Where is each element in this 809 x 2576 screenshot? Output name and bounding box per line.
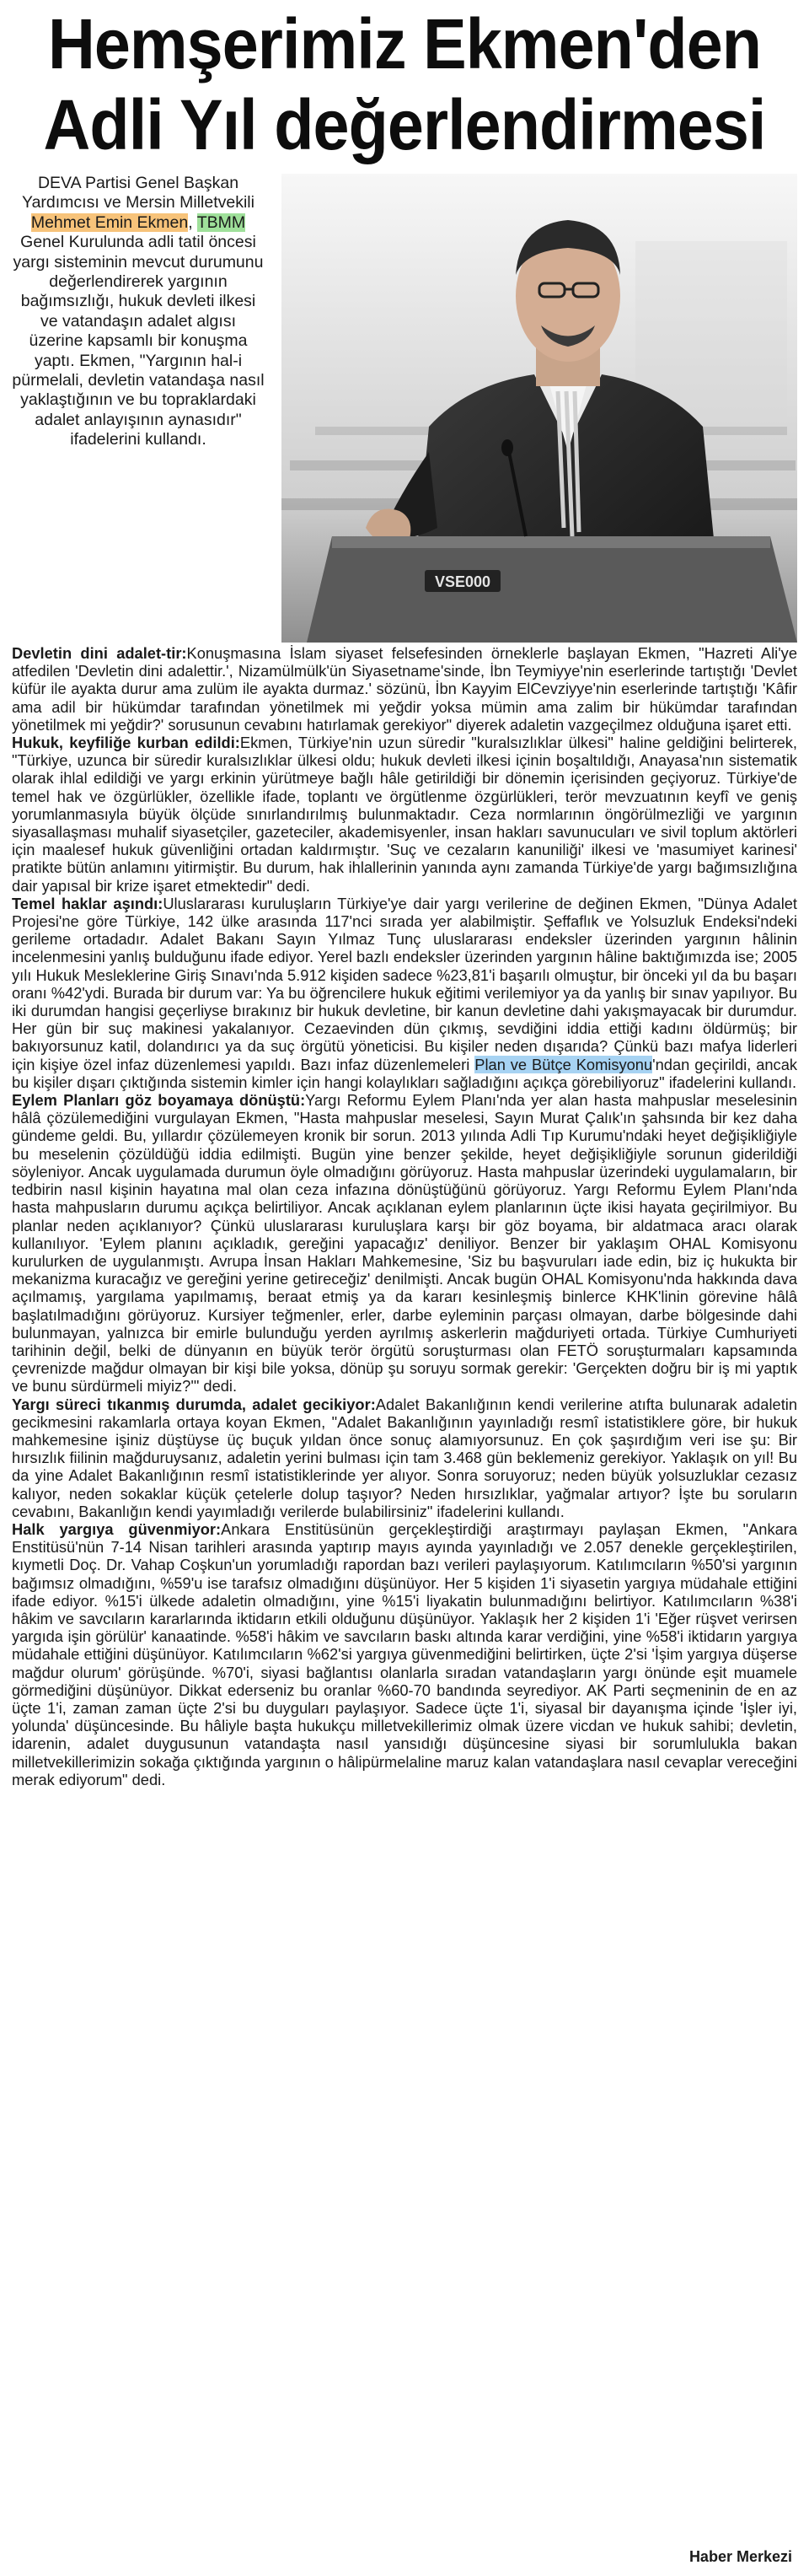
- subheading-temel-haklar: Temel haklar aşındı:: [12, 894, 163, 912]
- subheading-halk-yargiya: Halk yargıya güvenmiyor:: [12, 1519, 222, 1538]
- headline-line-1: Hemşerimiz Ekmen'den: [47, 4, 762, 83]
- subheading-yargi-sureci: Yargı süreci tıkanmış durumda, adalet gecikiyor:: [12, 1395, 376, 1413]
- section-text-temel-haklar-2: 'ndan geçirildi, ancak bu kişiler dışarı çıktığında sistemin kimler için hangi kolaylıkları sağladığını açıkça görebiliyoruz" ifadelerini kullandı.: [12, 1055, 797, 1091]
- section-yargi-sureci: [12, 1396, 797, 1520]
- section-text-yargi-sureci: Adalet Bakanlığının kendi verilerine atıfta bulunarak adaletin gecikmesini rakamlarla ortaya koyan Ekmen, "Adalet Bakanlığının yayınladığı resmî istatistiklere göre, bir hukuk mahkemesine işiniz düştüyse üç buçuk yıldan önce sonuç alamıyorsunuz. En çok şaşırdığım veri ise şu: Bir hırsızlık fiilinin mağduruysanız, adaletin yerini bulması için tam 3.468 gün beklemeniz gerekiyor. Yaklaşık on yıl! Bu da yine Adalet Bakanlığının resmî istatistiklerinde yer alıyor. Sonra soruyoruz; neden büyük yolsuzluklar cezasız kalıyor, neden sokaklar küçük çetelerle dolup taşıyor? Neden hırsızlıklar, yağmalar artıyor? İşte bu soruların cevabını, Bakanlığın kendi yayımladığı verilerde bulabilirsiniz" ifadelerini kullandı.: [12, 1395, 797, 1520]
- plan-butce-komisyonu-highlight: Plan ve Bütçe Komisyonu: [474, 1055, 653, 1073]
- section-text-temel-haklar-1: Uluslararası kuruluşların Türkiye'ye dair yargı verilerine de değinen Ekmen, "Dünya Adalet Projesi'ne göre Türkiye, 142 ülke arasında 117'nci sırada yer alabilmiştir. Şeffaflık ve Yolsuzluk Endeksi'ndeki gerileme ortadadır. Adalet Bakanı Sayın Yılmaz Tunç uluslararası endeksler üzerinden yargının hâlinin incelenmesini yanlış bulduğunu ifade ediyor. Yerel bazlı endeksler üzerinden yargının hâline baktığımızda ise; 2005 yılı Hukuk Mesleklerine Giriş Sınavı'nda 5.912 kişiden sadece %23,81'i başarılı olmuştur, bir önceki yıl da bu başarı oranı %42'ydi. Burada bir durum var: Ya bu öğrencilere hukuk eğitimi verilemiyor ya da yanlış bir sınav yapılıyor. Bu iki durumdan hangisi geçerliyse bırakınız bir hukuk devletine, bir kanun devletine dahi yakışmayacak bir durumdur. Her gün bir suç makinesi yakalanıyor. Cezaevinden dün çıkmış, sevdiğini iddia ettiği kadını öldürmüş; bir bakıyorsunuz katil, dolandırıcı ya da suç örgütü yöneticisi. Bu kişiler neden dışarıda? Çünkü bazı mafya liderleri için kişiye özel infaz düzenlemesi yapıldı. Bazı infaz düzenlemeleri: [12, 894, 797, 1073]
- lead-text-2: ,: [188, 212, 197, 232]
- lead-section: [12, 174, 797, 643]
- section-text-halk-yargiya: Ankara Enstitüsünün gerçekleştirdiği araştırmayı paylaşan Ekmen, "Ankara Enstitüsü'nün 7-14 Nisan tarihleri arasında yaptırıp mayıs ayında yayınladığı ve 2.057 denekle gerçekleştirilen, kıymetli Doç. Dr. Vahap Coşkun'un yorumladığı rapordan bazı verileri paylaşıyorum. Katılımcıların %50'si yargının bağımsız olmadığını, %59'u ise tarafsız olmadığını düşünüyor. Her 5 kişiden 1'i siyasetin yargıya müdahale ettiğini ifade ediyor. %15'i ülkede adaletin olmadığını, yine %15'i liyakatin bulunmadığını belirtiyor. Katılımcıların %38'i hâkim ve savcıların kararlarında iktidarın etkili olduğunu düşünüyor. Yaklaşık her 2 kişiden 1'i 'Eğer rüşvet verirsen yargıda işin görülür' kanaatinde. %58'i hâkim ve savcıların baskı altında karar verdiğini, yine %58'i iktidarın yargıya müdahale ettiğini düşünüyor. Katılımcıların %62'si yargıya güvenmediğini belirtirken, üçte 2'si 'İşim yargıya düşerse mağdur olurum' görüşünde. %70'i, siyasi bağlantısı olanlarla sıradan vatandaşların yargı önünde eşit muamele görmediğini düşünüyor. Dikkat ederseniz bu oranlar %60-70 bandında seyrediyor. AK Parti seçmeninin de en az üçte 1'i, zaman zaman üçte 2'si bu duyguları paylaşıyor. Sadece üçte 1'i, siyasal bir dayanışma içinde 'İşler iyi, yolunda' düşüncesinde. Bu hâliyle başta hukukçu milletvekillerimiz olmak üzere vicdan ve hukuk sahibi; devletin, idarenin, adalet duygusunun vatandaşta nasıl yansıdığı düşüncesine siyasi bir sorumlulukla bakan milletvekillerimizin sokağa çıktığında yargının o hâlipürmelaline maruz kalan vatandaşlara nasıl cevaplar vereceğini merak ediyorum" dedi.: [12, 1519, 798, 1788]
- section-devletin-dini: [12, 644, 797, 734]
- section-text-devletin-dini: Konuşmasına İslam siyaset felsefesinden örneklerle başlayan Ekmen, "Hazreti Ali'ye atfedilen 'Devletin dini adalettir.', Nizamülmülk'ün Siyasetname'sinde, İbn Teymiyye'nin eserlerinde tartıştığı 'Devlet küfür ile ayakta durur ama zulüm ile ayakta durmaz.' sözünü, İbn Kayyim ElCevziyye'nin eserlerinde tartıştığı 'Kâfir ama adil bir hükümdar tarafından yönetilmek mi yeğdir yoksa mümin ama zalim bir hükümdar tarafından yönetilmek mi yeğdir?' sorusunun cevabını hatırlamak gerekiyor" diyerek adaletin vazgeçilmez olduğuna işaret etti.: [12, 644, 797, 734]
- byline: Haber Merkezi: [688, 2548, 792, 2565]
- politician-at-podium-photo: [281, 174, 797, 643]
- lead-text-3: Genel Kurulunda adli tatil öncesi yargı sisteminin mevcut durumunu değerlendirerek yargının bağımsızlığı, hukuk devleti ilkesi ve vatandaşın adalet algısı üzerine kapsamlı bir konuşma yaptı. Ekmen, "Yargının hal-i pürmelali, devletin vatandaşa nasıl yaklaştığının ve bu topraklardaki adalet anlayışının aynasıdır" ifadelerini kullandı.: [12, 233, 265, 449]
- section-text-hukuk-keyfilik: Ekmen, Türkiye'nin uzun süredir "kuralsızlıklar ülkesi" haline geldiğini belirterek, "Türkiye, uzunca bir süredir kuralsızlıklar ülkesi oldu; hukuk devleti ilkesi içinin boşaltıldığı, Anayasa'nın sistematik olarak ihlal edildiği ve yargı erkinin yürütmeye bağlı hâle getirildiği bir dönemin içerisinden geçiyoruz. Türkiye'de temel hak ve özgürlükler, özellikle ifade, toplantı ve örgütlenme özgürlükleri, terör mevzuatının keyfî ve geniş yorumlanmasıyla büyük ölçüde sınırlandırılmış bulunmaktadır. Ceza normlarının öngörülmezliği ve yargının siyasallaşması muhalif siyasetçiler, gazeteciler, akademisyenler, insan hakları savunucuları ve sivil toplum aktörleri için maalesef hukuk güvenliğini ortadan kaldırmıştır. 'Suç ve cezaların kanuniliği' ilkesi ve 'masumiyet karinesi' pratikte bütün anlamını yitirmiştir. Bu durum, hak ihlallerinin yanında aynı zamanda Türkiye'de yargı bağımsızlığına dair yapısal bir krize işaret etmektedir" dedi.: [12, 734, 797, 895]
- politician-name-highlight: Mehmet Emin Ekmen: [30, 212, 189, 232]
- lead-text-1: DEVA Partisi Genel Başkan Yardımcısı ve Mersin Milletvekili: [22, 174, 254, 212]
- section-eylem-planlari: [12, 1091, 797, 1395]
- subheading-eylem-planlari: Eylem Planları göz boyamaya dönüştü:: [12, 1091, 306, 1110]
- section-temel-haklar: [12, 895, 797, 1091]
- subheading-devletin-dini: Devletin dini adalet-tir:: [12, 644, 187, 662]
- lead-paragraph: [12, 174, 265, 450]
- subheading-hukuk-keyfilik: Hukuk, keyfiliğe kurban edildi:: [12, 734, 240, 752]
- headline-line-2: Adli Yıl değerlendirmesi: [43, 85, 766, 164]
- podium-label: VSE000: [434, 573, 491, 590]
- section-halk-yargiya: [12, 1520, 797, 1788]
- article-body: [12, 644, 797, 1788]
- section-hukuk-keyfilik: [12, 734, 797, 895]
- section-text-eylem-planlari: Yargı Reformu Eylem Planı'nda yer alan hasta mahpuslar meselesinin hâlâ çözülemediğini vurgulayan Ekmen, "Hasta mahpuslar meselesi, Sayın Murat Çalık'ın şahsında bir kez daha gündeme geldi. Bu, yıllardır çözülemeyen kronik bir sorun. 2013 yılında Adli Tıp Kurumu'ndaki heyet değişikliğiyle bu meselenin çözüldüğü iddia edilmişti. Bugün yine benzer şekilde, heyet değişikliğiyle sorunun giderildiği söyleniyor. Ancak uygulamada durumun öyle olmadığını görüyoruz. Hasta mahpuslar üzerindeki uygulamaların, bir tedbirin nasıl kişinin hayatına mal olan ceza infazına dönüştüğünü görüyoruz. Yargı Reformu Eylem Planı'nda hasta mahpusların durumu açıkça belirtiliyor. Ancak açıklanan eylem planlarının üçte ikisi hayata geçirilmiyor. Bu planlar neden açıklanıyor? Çünkü uluslararası kuruluşlara karşı bir göz boyama, bir aldatmaca aracı olarak kullanılıyor. 'Eylem planını açıkladık, gereğini yapacağız' deniliyor. Benzer bir yaklaşım OHAL Komisyonu kurulurken de uygulanmıştı. Avrupa İnsan Hakları Mahkemesine, 'Siz bu başvuruları iade edin, biz iç hukukta bir mekanizma kuracağız ve gereğini yerine getireceğiz' denilmişti. Ancak bugün OHAL Komisyonu'nda hakkında dava açılmamış, yargılama yapılmamış, beraat etmiş ya da kararı kesinleşmiş binlerce KHK'linin görevine hâlâ başlatılmadığını görüyoruz. Kursiyer teğmenler, erler, darbe eyleminin parçası olmayan, darbe bölgesinde dahi bulunmayan, yalnızca bir emirle bulunduğu yerden ayrılmış askerlerin mağduriyeti ortada. Türkiye Cumhuriyeti tarihinin değil, belki de dünyanın en büyük terör örgütü soruşturması olan FETÖ soruşturmaları kapsamında çevrenizde mağdur olmayan bir kişi bile yoksa, dönüp şu soruyu sormak gerekir: 'Gerçekten doğru bir iş mi yaptık ve bunu sürdürmeli miyiz?'" dedi.: [12, 1091, 797, 1396]
- tbmm-highlight: TBMM: [196, 212, 246, 232]
